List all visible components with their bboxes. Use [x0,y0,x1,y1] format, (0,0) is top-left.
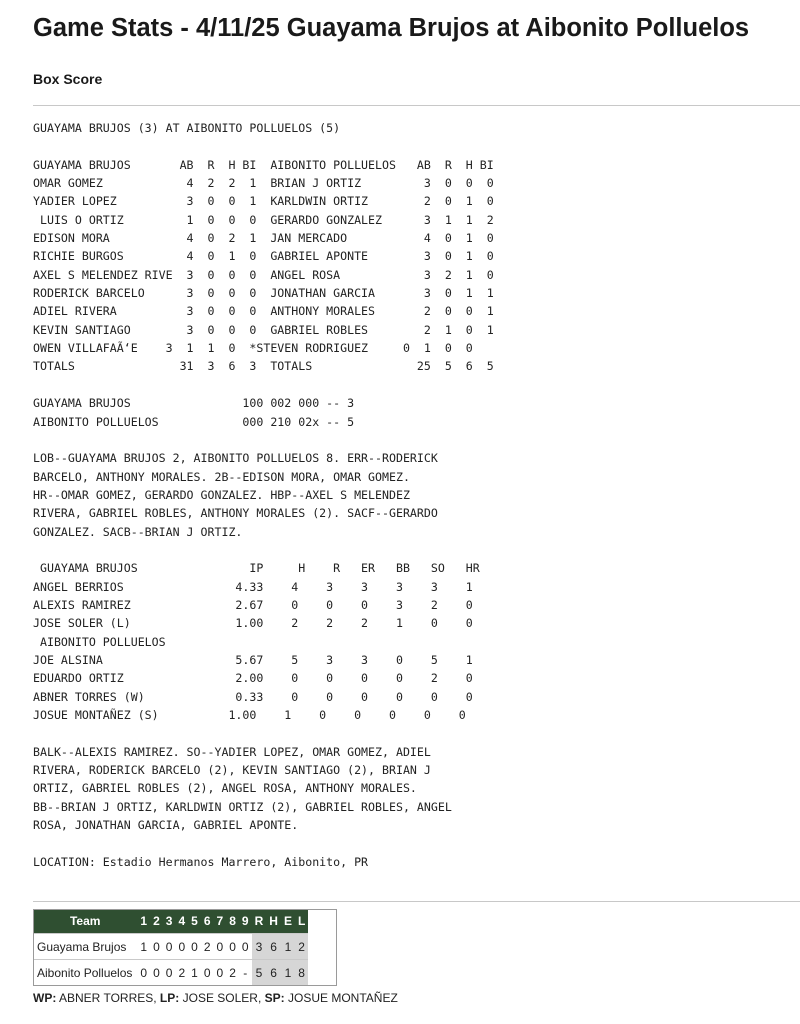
total-score: 1 [281,960,295,986]
box-score-line: JOSE SOLER (L) 1.00 2 2 2 1 0 0 [33,616,473,631]
box-score-line: JOSUE MONTAÑEZ (S) 1.00 1 0 0 0 0 0 [33,708,466,722]
total-score: 6 [266,960,281,986]
box-score-line: JOE ALSINA 5.67 5 3 3 0 5 1 [33,652,473,667]
linescore-col-header: 9 [239,909,252,934]
lp-label: LP: [159,991,180,1005]
box-score-line: BB--BRIAN J ORTIZ, KARLDWIN ORTIZ (2), GABRIEL ROBLES, ANGEL [33,799,452,814]
save-pitcher: JOSUE MONTAÑEZ [288,991,398,1005]
inning-score: 0 [226,934,239,960]
box-score-line: LOCATION: Estadio Hermanos Marrero, Aibonito, PR [33,854,369,869]
box-score-line: BALK--ALEXIS RAMIREZ. SO--YADIER LOPEZ, OMAR GOMEZ, ADIEL [33,744,431,759]
total-score: 8 [295,960,308,986]
box-score-line: TOTALS 31 3 6 3 TOTALS 25 5 6 5 [33,359,494,374]
box-score-line: RICHIE BURGOS 4 0 1 0 GABRIEL APONTE 3 0 1 0 [33,249,494,264]
wp-label: WP: [33,991,57,1005]
box-score-line: HR--OMAR GOMEZ, GERARDO GONZALEZ. HBP--AXEL S MELENDEZ [33,487,410,502]
inning-score: 0 [150,960,163,986]
linescore-col-header: 5 [188,909,201,934]
inning-score: 2 [201,934,214,960]
box-score-line: AIBONITO POLLUELOS [33,634,166,649]
linescore-col-header: 6 [201,909,214,934]
inning-score: 2 [226,960,239,986]
total-score: 6 [266,934,281,960]
inning-score: 1 [188,960,201,986]
linescore-col-header: 1 [137,909,150,934]
total-score: 3 [252,934,267,960]
box-score-line: LOB--GUAYAMA BRUJOS 2, AIBONITO POLLUELOS 8. ERR--RODERICK [33,451,438,466]
box-score-line: BARCELO, ANTHONY MORALES. 2B--EDISON MORA, OMAR GOMEZ. [33,469,410,484]
inning-score: 0 [163,934,176,960]
box-score-line: RIVERA, RODERICK BARCELO (2), KEVIN SANTIAGO (2), BRIAN J [33,763,431,778]
inning-score: 1 [137,934,150,960]
box-score-line: RIVERA, GABRIEL ROBLES, ANTHONY MORALES (2). SACF--GERARDO [33,506,438,521]
box-score-line: AXEL S MELENDEZ RIVE 3 0 0 0 ANGEL ROSA 3 2 1 0 [33,267,494,282]
box-score-line: RODERICK BARCELO 3 0 0 0 JONATHAN GARCIA 3 0 1 1 [33,286,494,301]
linescore-team-name: Aibonito Polluelos [33,960,137,986]
total-score: 1 [281,934,295,960]
sp-label: SP: [264,991,285,1005]
linescore-team-name: Guayama Brujos [33,934,137,960]
inning-score: 0 [150,934,163,960]
box-score-line: GUAYAMA BRUJOS AB R H BI AIBONITO POLLUELOS AB R H BI [33,157,494,172]
inning-score: 0 [239,934,252,960]
box-score-text [33,119,494,871]
linescore-header-row [33,909,308,934]
linescore-row [33,960,308,986]
losing-pitcher: JOSE SOLER [182,991,258,1005]
box-score-line: ROSA, JONATHAN GARCIA, GABRIEL APONTE. [33,818,299,833]
pitching-decisions: WP: ABNER TORRES, LP: JOSE SOLER, SP: JOSUE MONTAÑEZ [33,991,398,1005]
box-score-line: ALEXIS RAMIREZ 2.67 0 0 0 3 2 0 [33,597,473,612]
total-score: 2 [295,934,308,960]
box-score-line: GONZALEZ. SACB--BRIAN J ORTIZ. [33,524,243,539]
inning-score: 0 [188,934,201,960]
box-score-line: GUAYAMA BRUJOS 100 002 000 -- 3 [33,396,355,411]
winning-pitcher: ABNER TORRES [59,991,154,1005]
box-score-line: EDISON MORA 4 0 2 1 JAN MERCADO 4 0 1 0 [33,231,494,246]
inning-score: 0 [175,934,188,960]
box-score-line: LUIS O ORTIZ 1 0 0 0 GERARDO GONZALEZ 3 1 1 2 [33,212,494,227]
box-score-line: GUAYAMA BRUJOS IP H R ER BB SO HR [33,561,480,576]
inning-score: - [239,960,252,986]
linescore-team-header: Team [33,909,137,934]
linescore-col-header: 7 [214,909,227,934]
page-title: Game Stats - 4/11/25 Guayama Brujos at Aibonito Polluelos [33,14,750,42]
inning-score: 0 [214,960,227,986]
box-score-line: ORTIZ, GABRIEL ROBLES (2), ANGEL ROSA, ANTHONY MORALES. [33,781,417,796]
linescore-col-header: 3 [163,909,176,934]
linescore-col-header: 4 [175,909,188,934]
box-score-line: AIBONITO POLLUELOS 000 210 02x -- 5 [33,414,355,429]
divider [33,105,800,106]
inning-score: 0 [137,960,150,986]
box-score-line: GUAYAMA BRUJOS (3) AT AIBONITO POLLUELOS (5) [33,121,341,135]
box-score-line: OMAR GOMEZ 4 2 2 1 BRIAN J ORTIZ 3 0 0 0 [33,176,494,191]
total-score: 5 [252,960,267,986]
linescore-table [33,909,308,985]
linescore-col-header: H [266,909,281,934]
box-score-line: YADIER LOPEZ 3 0 0 1 KARLDWIN ORTIZ 2 0 1 0 [33,194,494,209]
inning-score: 0 [163,960,176,986]
box-score-line: OWEN VILLAFAÃ‘E 3 1 1 0 *STEVEN RODRIGUEZ 0 1 0 0 [33,341,473,356]
linescore-row [33,934,308,960]
linescore-col-header: 8 [226,909,239,934]
box-score-line: ADIEL RIVERA 3 0 0 0 ANTHONY MORALES 2 0 0 1 [33,304,494,319]
box-score-line: ABNER TORRES (W) 0.33 0 0 0 0 0 0 [33,689,473,704]
linescore-col-header: L [295,909,308,934]
inning-score: 0 [201,960,214,986]
box-score-line: KEVIN SANTIAGO 3 0 0 0 GABRIEL ROBLES 2 1 0 1 [33,322,494,337]
linescore-col-header: E [281,909,295,934]
linescore-col-header: 2 [150,909,163,934]
divider [33,901,800,902]
box-score-line: ANGEL BERRIOS 4.33 4 3 3 3 3 1 [33,579,473,594]
linescore-col-header: R [252,909,267,934]
section-heading-box-score: Box Score [33,71,103,87]
box-score-line: EDUARDO ORTIZ 2.00 0 0 0 0 2 0 [33,671,473,686]
inning-score: 2 [175,960,188,986]
inning-score: 0 [214,934,227,960]
